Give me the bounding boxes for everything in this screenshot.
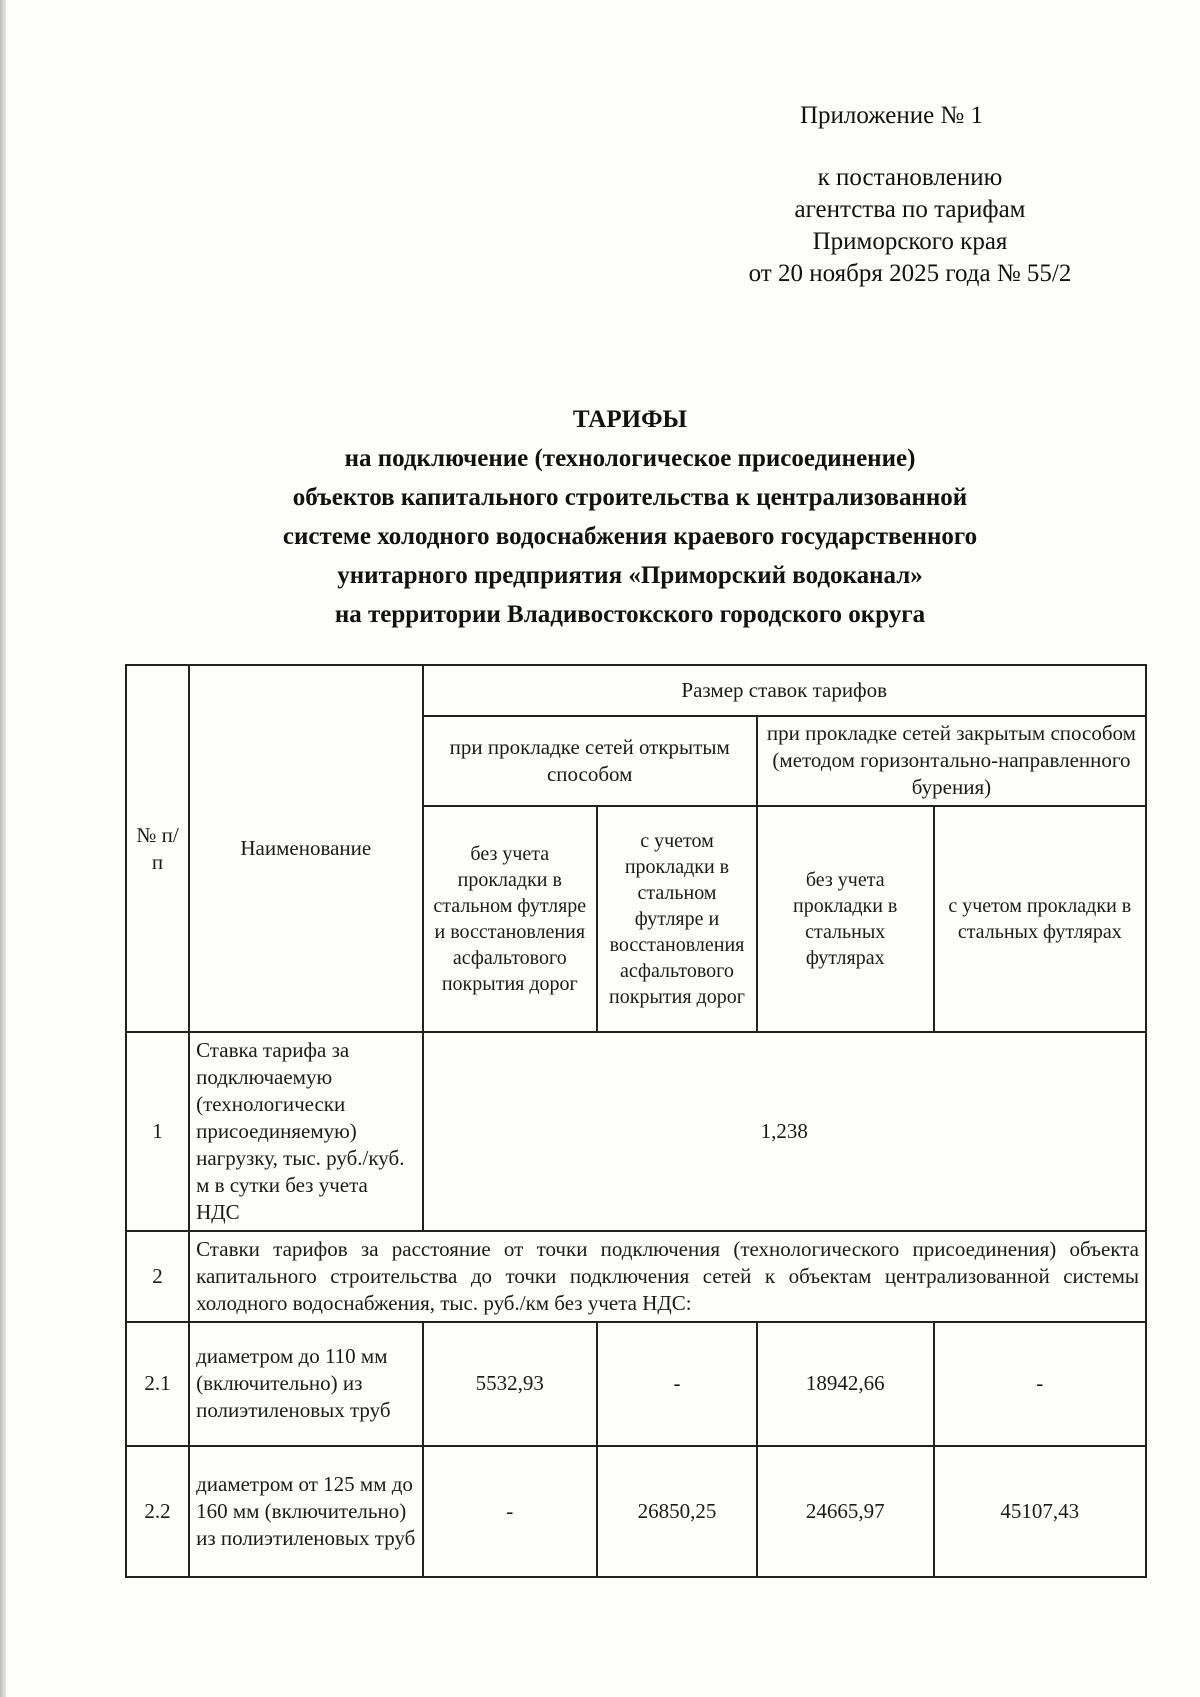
row-value: 18942,66 — [757, 1322, 934, 1445]
row-num: 1 — [126, 1032, 189, 1231]
header-open-method: при прокладке сетей открытым способом — [423, 716, 757, 806]
row-value: - — [423, 1446, 598, 1578]
header-open-with-casing: с учетом прокладки в стальном футляре и восстановления асфальтового покрытия дорог — [597, 806, 757, 1032]
row-num: 2.2 — [126, 1446, 189, 1578]
row-name: диаметром от 125 мм до 160 мм (включительно) из полиэтиленовых труб — [189, 1446, 422, 1578]
row-num: 2 — [126, 1231, 189, 1322]
header-name: Наименование — [189, 665, 422, 1032]
row-name: Ставка тарифа за подключаемую (технологически присоединяемую) нагрузку, тыс. руб./куб. м в сутки без учета НДС — [189, 1032, 422, 1231]
appendix-block — [700, 100, 1120, 290]
header-closed-without-casing: без учета прокладки в стальных футлярах — [757, 806, 934, 1032]
appendix-line: к постановлению — [817, 164, 1003, 191]
header-num: № п/п — [126, 665, 189, 1032]
appendix-number: Приложение № 1 — [800, 102, 984, 129]
row-name: диаметром до 110 мм (включительно) из полиэтиленовых труб — [189, 1322, 422, 1445]
appendix-date: от 20 ноября 2025 года № 55/2 — [748, 260, 1072, 287]
title-line: на территории Владивостокского городского округа — [334, 601, 926, 628]
row-value: - — [597, 1322, 757, 1445]
header-open-without-casing: без учета прокладки в стальном футляре и восстановления асфальтового покрытия дорог — [423, 806, 598, 1032]
tariff-table — [125, 664, 1147, 1578]
table-row — [126, 1446, 1146, 1578]
header-rates: Размер ставок тарифов — [423, 665, 1146, 716]
row-num: 2.1 — [126, 1322, 189, 1445]
row-value: 24665,97 — [757, 1446, 934, 1578]
table-row — [126, 1231, 1146, 1322]
appendix-line: Приморского края — [812, 228, 1008, 255]
title-heading: ТАРИФЫ — [572, 406, 688, 433]
title-line: объектов капитального строительства к централизованной — [292, 484, 968, 511]
title-line: на подключение (технологическое присоединение) — [344, 445, 916, 472]
row-value: 26850,25 — [597, 1446, 757, 1578]
row-value: 5532,93 — [423, 1322, 598, 1445]
table-row — [126, 1032, 1146, 1231]
appendix-line: агентства по тарифам — [794, 196, 1026, 223]
row-value: 45107,43 — [934, 1446, 1146, 1578]
document-title — [110, 400, 1150, 634]
scan-edge — [0, 0, 6, 1697]
table-row — [126, 1322, 1146, 1445]
title-line: системе холодного водоснабжения краевого государственного — [282, 523, 978, 550]
title-line: унитарного предприятия «Приморский водоканал» — [337, 562, 923, 589]
row-section-text: Ставки тарифов за расстояние от точки подключения (технологического присоединения) объекта капитального строительства до точки подключения сетей к объектам централизованной системы холодного водоснабжения, тыс. руб./км без учета НДС: — [189, 1231, 1146, 1322]
row-value: - — [934, 1322, 1146, 1445]
header-closed-method: при прокладке сетей закрытым способом (методом горизонтально-направленного бурения) — [757, 716, 1146, 806]
header-closed-with-casing: с учетом прокладки в стальных футлярах — [934, 806, 1146, 1032]
row-value: 1,238 — [423, 1032, 1146, 1231]
